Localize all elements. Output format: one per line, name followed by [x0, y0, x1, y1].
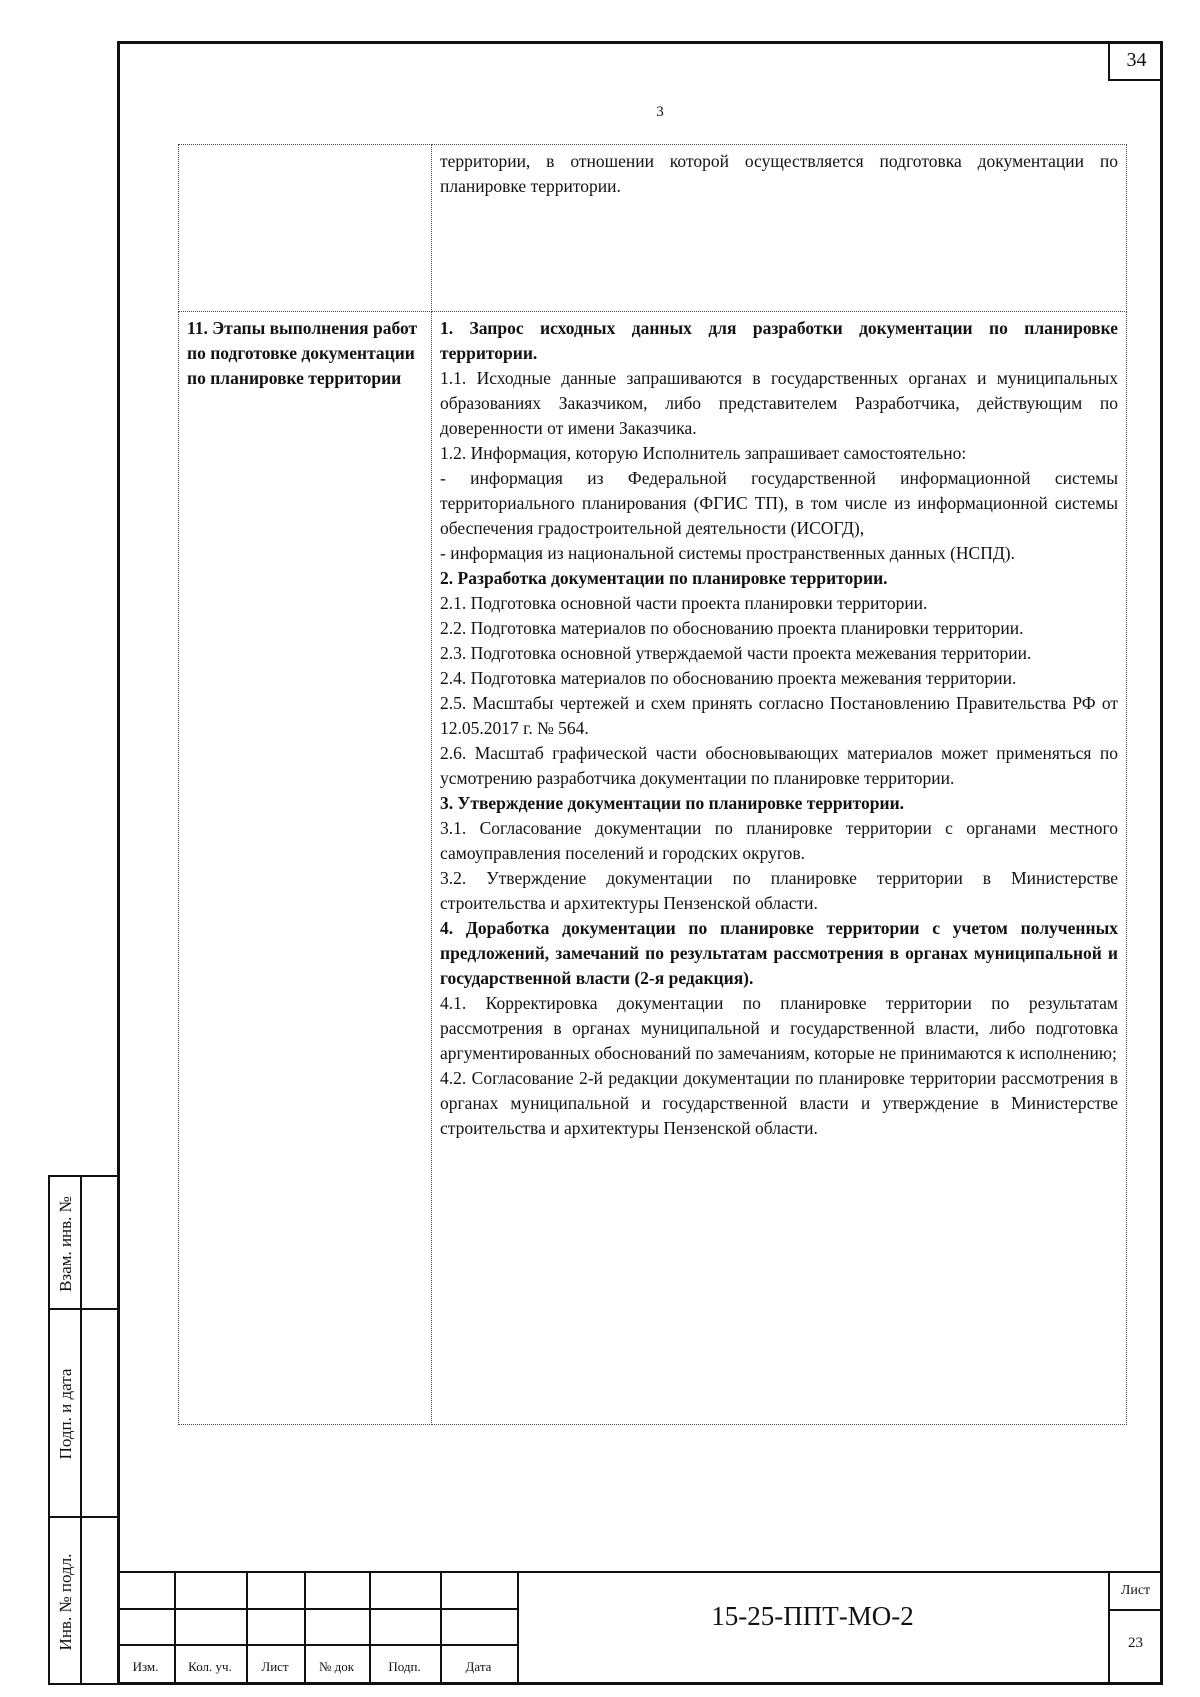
stamp-col-doc: № док — [318, 1659, 355, 1674]
stage-item: 1.1. Исходные данные запрашиваются в государственных органах и муниципальных образованиях Заказчиком, либо представителем Разработчика, действующим по доверенности от имени Заказчика. — [440, 368, 1118, 438]
stage-item: 3.1. Согласование документации по планировке территории с органами местного самоуправления поселений и городских округов. — [440, 818, 1118, 863]
document-code: 15-25-ППТ-МО-2 — [711, 1601, 914, 1631]
table-cell-stage-heading — [179, 312, 432, 1425]
stage-list — [440, 316, 1118, 1141]
stage-heading-text: 11. Этапы выполнения работ по подготовке документации по планировке территории — [187, 318, 418, 388]
stage-item: 2.6. Масштаб графической части обосновывающих материалов может применяться по усмотрению разработчика документации по планировке территории. — [440, 743, 1118, 788]
stamp-col-izm: Изм. — [132, 1659, 159, 1674]
side-label-inv-podl: Инв. № подл. — [56, 1553, 75, 1651]
stage-heading: 3. Утверждение документации по планировке территории. — [440, 793, 905, 813]
sheet-corner-number: 34 — [1108, 41, 1163, 81]
stage-heading: 2. Разработка документации по планировке территории. — [440, 568, 888, 588]
stamp-col-kol-uch: Кол. уч. — [188, 1659, 232, 1674]
inner-page-number: 3 — [656, 104, 664, 120]
table-row — [179, 145, 1127, 312]
side-approval-strip — [48, 1175, 117, 1685]
table-row — [179, 312, 1127, 1425]
table-cell-stage-list — [432, 312, 1127, 1425]
stage-item: - информация из национальной системы пространственных данных (НСПД). — [440, 543, 1015, 563]
stamp-col-podp: Подп. — [388, 1659, 421, 1674]
stage-item: 3.2. Утверждение документации по планировке территории в Министерстве строительства и архитектуры Пензенской области. — [440, 868, 1118, 913]
specification-table — [178, 144, 1127, 1425]
stage-item: 2.1. Подготовка основной части проекта планировки территории. — [440, 593, 928, 613]
sheet-number: 23 — [1128, 1635, 1143, 1651]
stage-item: 2.2. Подготовка материалов по обоснованию проекта планировки территории. — [440, 618, 1024, 638]
stamp-col-list: Лист — [261, 1659, 289, 1674]
side-label-vzam-inv: Взам. инв. № — [56, 1196, 75, 1292]
title-block — [117, 1571, 1163, 1685]
title-block-sheet-line — [1108, 1609, 1163, 1611]
stage-heading: 4. Доработка документации по планировке территории с учетом полученных предложений, замечаний по результатам рассмотрения в органах муниципальной и государственной власти (2-я редакция). — [440, 918, 1118, 988]
title-block-row-line — [117, 1608, 517, 1610]
title-block-row-line — [117, 1644, 517, 1646]
stage-item: 2.4. Подготовка материалов по обоснованию проекта межевания территории. — [440, 668, 1017, 688]
table-cell-left-empty — [179, 145, 432, 312]
table-cell-continuation — [432, 145, 1127, 312]
stage-item: 2.3. Подготовка основной утверждаемой части проекта межевания территории. — [440, 643, 1032, 663]
stage-item: 4.1. Корректировка документации по планировке территории по результатам рассмотрения в органах муниципальной и государственной власти, либо подготовка аргументированных обоснований по замечаниям, которые не принимаются к исполнению; — [440, 993, 1118, 1063]
stamp-col-data: Дата — [465, 1659, 492, 1674]
title-block-top-line — [117, 1571, 1163, 1573]
stage-item: 4.2. Согласование 2-й редакции документации по планировке территории рассмотрения в органах муниципальной и государственной власти и утверждение в Министерстве строительства и архитектуры Пензенской области. — [440, 1068, 1118, 1138]
stage-item: - информация из Федеральной государственной информационной системы территориального планирования (ФГИС ТП), в том числе из информационной системы обеспечения градостроительной деятельности (ИСОГД), — [440, 468, 1118, 538]
stage-item: 1.2. Информация, которую Исполнитель запрашивает самостоятельно: — [440, 443, 967, 463]
sheet-label: Лист — [1120, 1583, 1151, 1598]
stage-item: 2.5. Масштабы чертежей и схем принять согласно Постановлению Правительства РФ от 12.05.2017 г. № 564. — [440, 693, 1118, 738]
side-label-podp-data: Подп. и дата — [56, 1368, 75, 1460]
stage-heading: 1. Запрос исходных данных для разработки документации по планировке территории. — [440, 318, 1118, 363]
continuation-text: территории, в отношении которой осуществляется подготовка документации по планировке территории. — [440, 151, 1118, 196]
